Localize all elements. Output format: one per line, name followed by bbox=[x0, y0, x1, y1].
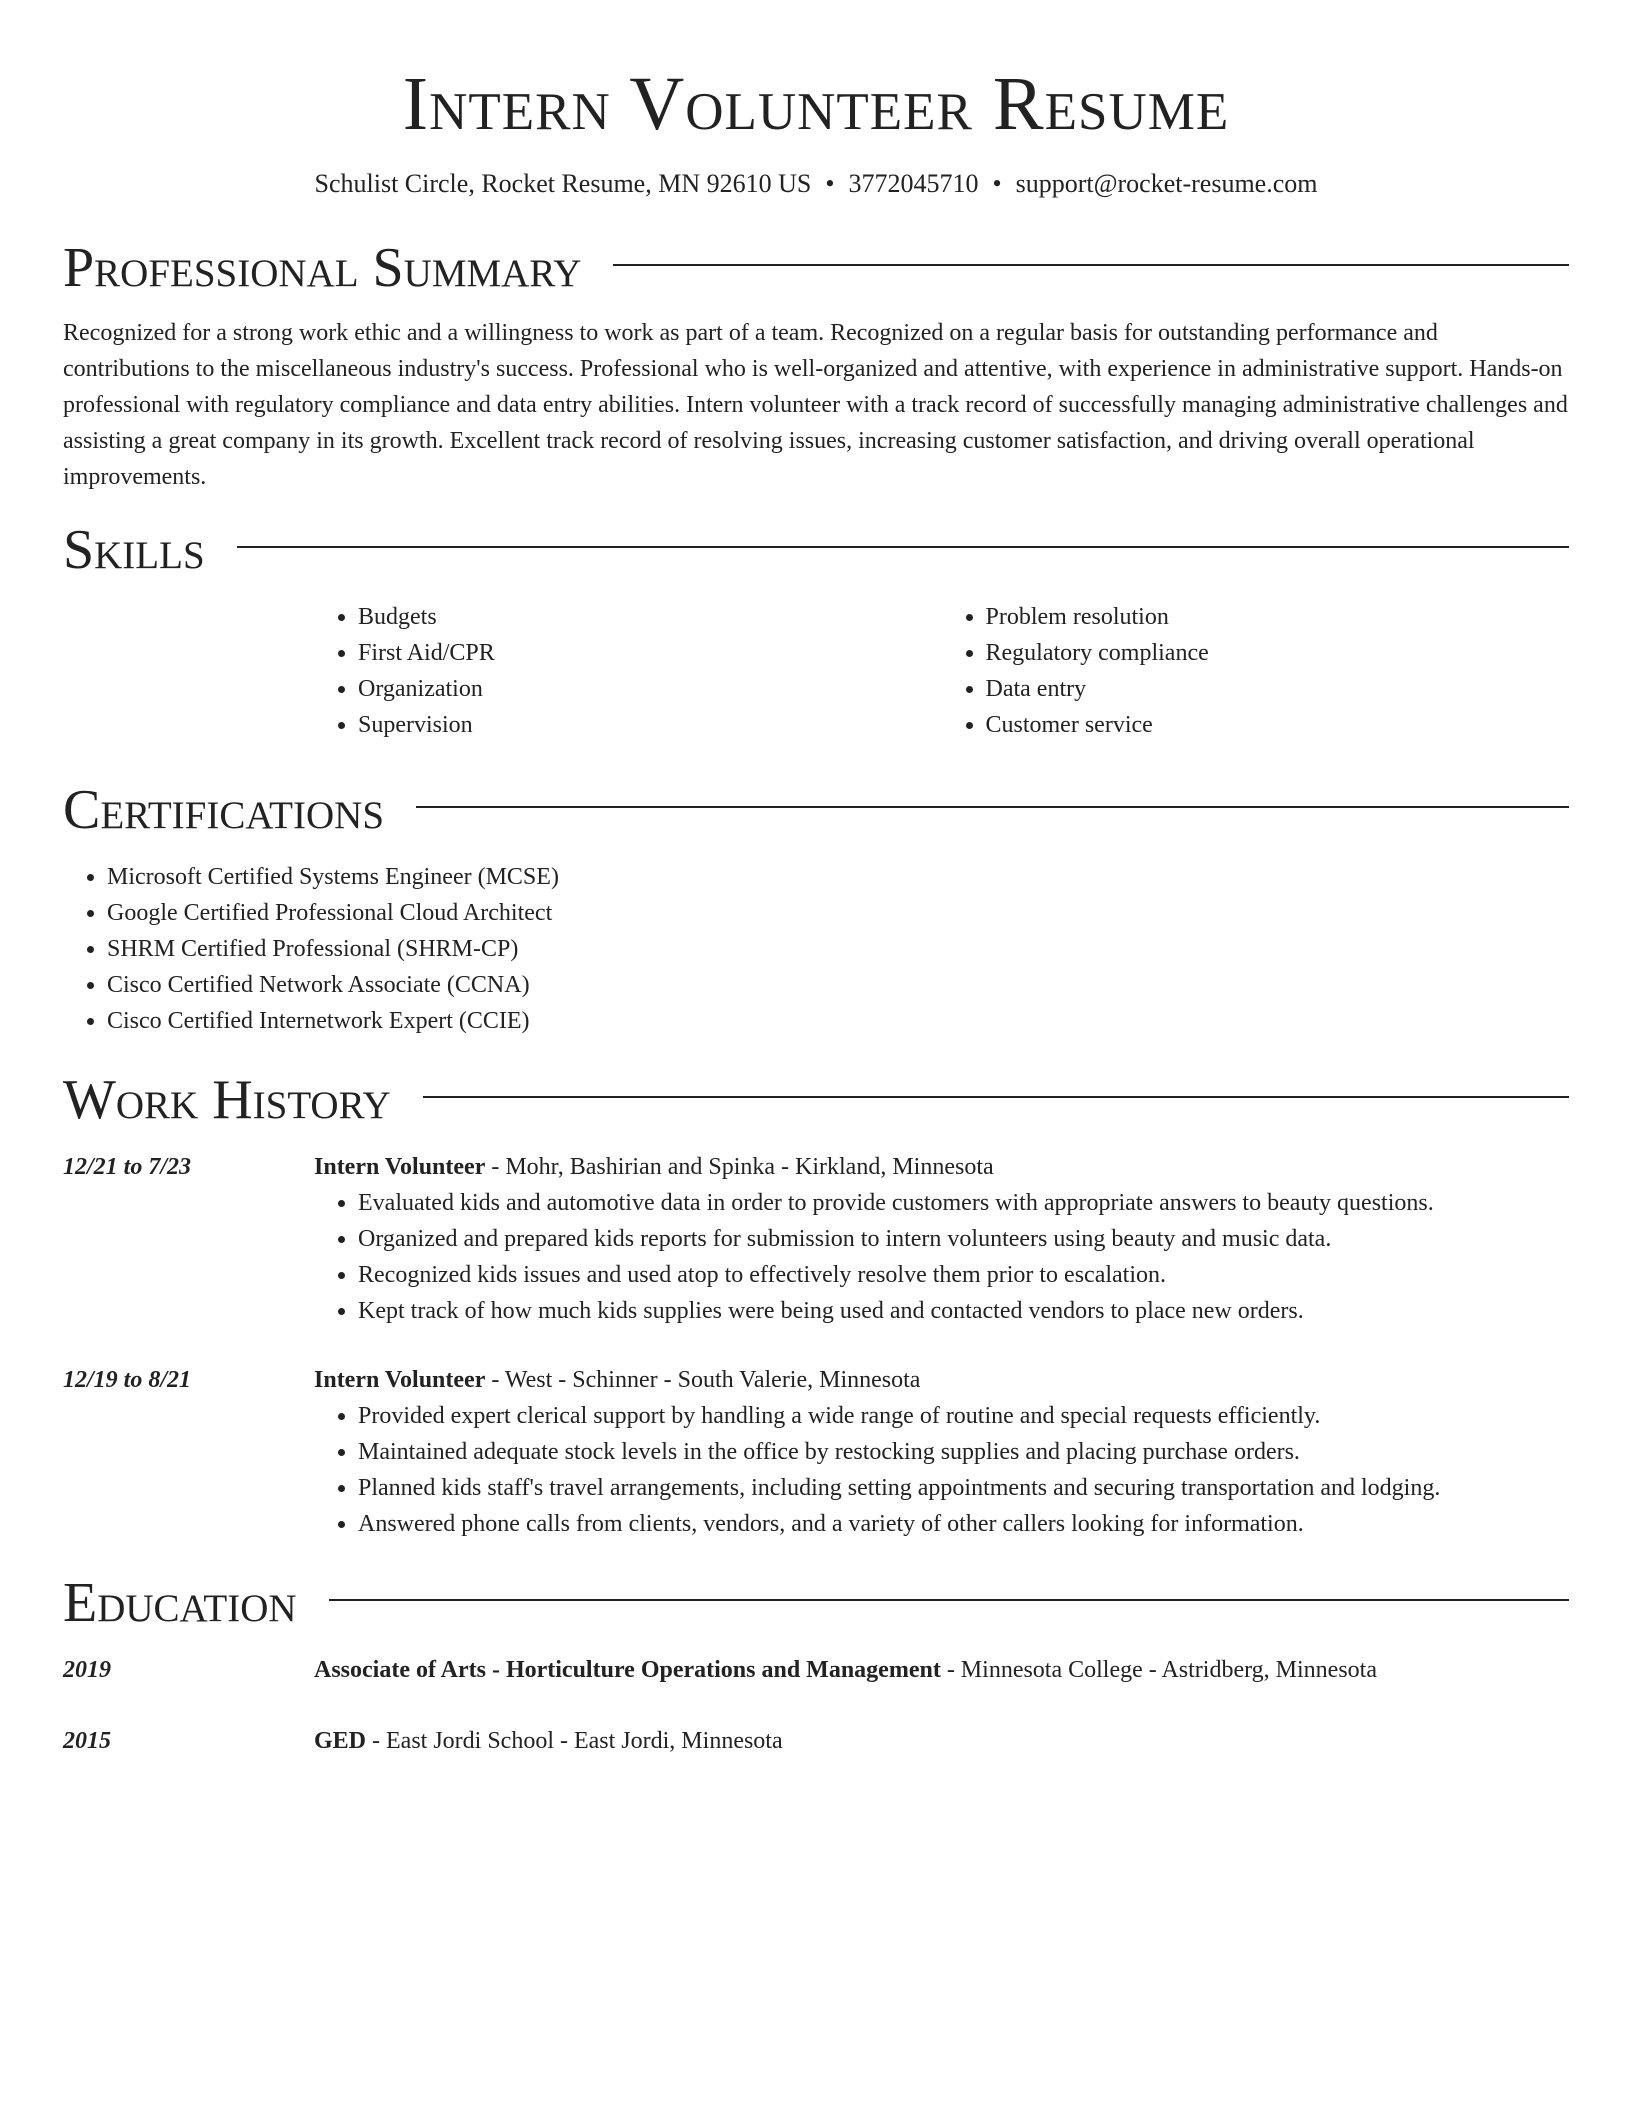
skill-item: • Supervision bbox=[358, 707, 942, 743]
skill-item: • Problem resolution bbox=[986, 599, 1570, 635]
contact-address: Schulist Circle, Rocket Resume, MN 92610 US bbox=[314, 169, 812, 198]
section-divider bbox=[237, 546, 1569, 548]
job-body bbox=[314, 1149, 1569, 1329]
contact-separator: • bbox=[825, 169, 835, 198]
education-school: - East Jordi School - East Jordi, Minnesota bbox=[366, 1728, 783, 1754]
skill-item: • First Aid/CPR bbox=[358, 635, 942, 671]
education-heading bbox=[63, 1568, 1569, 1638]
education-body bbox=[314, 1652, 1569, 1688]
certification-item: • Cisco Certified Internetwork Expert (CCIE) bbox=[107, 1003, 1569, 1039]
skills-list-right bbox=[942, 599, 1570, 743]
skill-item: • Budgets bbox=[358, 599, 942, 635]
resume-title: Intern Volunteer Resume bbox=[402, 62, 1230, 146]
skills-section bbox=[63, 515, 1569, 743]
job-entry bbox=[63, 1362, 1569, 1542]
job-bullet: • Evaluated kids and automotive data in order to provide customers with appropriate answers to beauty questions. bbox=[358, 1185, 1569, 1221]
education-body bbox=[314, 1723, 1569, 1759]
education-school: - Minnesota College - Astridberg, Minnesota bbox=[940, 1657, 1377, 1683]
contact-line bbox=[63, 168, 1569, 200]
skills-list-left bbox=[314, 599, 942, 743]
skill-item: • Data entry bbox=[986, 671, 1570, 707]
job-bullet: • Answered phone calls from clients, vendors, and a variety of other callers looking for information. bbox=[358, 1506, 1569, 1542]
education-degree: GED bbox=[314, 1728, 367, 1754]
contact-separator: • bbox=[992, 169, 1002, 198]
job-heading bbox=[314, 1362, 1569, 1398]
education-section bbox=[63, 1568, 1569, 1759]
education-entry bbox=[63, 1723, 1569, 1759]
work-history-section bbox=[63, 1065, 1569, 1542]
work-history-title: Work History bbox=[63, 1069, 391, 1131]
summary-heading bbox=[63, 233, 1569, 303]
job-bullet: • Recognized kids issues and used atop to effectively resolve them prior to escalation. bbox=[358, 1257, 1569, 1293]
education-year: 2015 bbox=[63, 1728, 111, 1754]
job-heading bbox=[314, 1149, 1569, 1185]
job-bullet: • Provided expert clerical support by handling a wide range of routine and special requests efficiently. bbox=[358, 1398, 1569, 1434]
job-bullets bbox=[314, 1398, 1569, 1542]
summary-section bbox=[63, 233, 1569, 495]
job-bullet: • Organized and prepared kids reports for submission to intern volunteers using beauty and music data. bbox=[358, 1221, 1569, 1257]
skills-title: Skills bbox=[63, 519, 205, 581]
section-divider bbox=[329, 1599, 1569, 1601]
contact-phone: 3772045710 bbox=[848, 169, 979, 198]
job-entry bbox=[63, 1149, 1569, 1329]
certifications-heading bbox=[63, 775, 1569, 845]
certification-item: • Google Certified Professional Cloud Architect bbox=[107, 895, 1569, 931]
certifications-list bbox=[63, 859, 1569, 1039]
certification-item: • Microsoft Certified Systems Engineer (MCSE) bbox=[107, 859, 1569, 895]
education-degree: Associate of Arts - Horticulture Operations and Management bbox=[314, 1657, 941, 1683]
skills-grid bbox=[314, 599, 1569, 743]
job-employer: - West - Schinner - South Valerie, Minnesota bbox=[485, 1367, 921, 1393]
job-bullet: • Maintained adequate stock levels in the office by restocking supplies and placing purchase orders. bbox=[358, 1434, 1569, 1470]
job-bullet: • Kept track of how much kids supplies were being used and contacted vendors to place new orders. bbox=[358, 1293, 1569, 1329]
skill-item: • Customer service bbox=[986, 707, 1570, 743]
summary-text: Recognized for a strong work ethic and a willingness to work as part of a team. Recognized on a regular basis for outstanding performance and contributions to the miscellaneous industry's success. Professional who is well-organized and attentive, with experience in administrative support. Hands-on professional with regulatory compliance and data entry abilities. Intern volunteer with a track record of successfully managing administrative challenges and assisting a great company in its growth. Excellent track record of resolving issues, increasing customer satisfaction, and driving overall operational improvements. bbox=[63, 320, 1568, 490]
job-bullet: • Planned kids staff's travel arrangements, including setting appointments and securing transportation and lodging. bbox=[358, 1470, 1569, 1506]
certifications-title: Certifications bbox=[63, 779, 385, 841]
job-dates: 12/21 to 7/23 bbox=[63, 1154, 192, 1180]
summary-title: Professional Summary bbox=[63, 237, 582, 299]
education-title: Education bbox=[63, 1572, 297, 1634]
section-divider bbox=[613, 264, 1569, 266]
section-divider bbox=[416, 806, 1569, 808]
work-history-heading bbox=[63, 1065, 1569, 1135]
certification-item: • SHRM Certified Professional (SHRM-CP) bbox=[107, 931, 1569, 967]
job-bullets bbox=[314, 1185, 1569, 1329]
job-dates: 12/19 to 8/21 bbox=[63, 1367, 192, 1393]
job-employer: - Mohr, Bashirian and Spinka - Kirkland, Minnesota bbox=[485, 1154, 994, 1180]
skill-item: • Regulatory compliance bbox=[986, 635, 1570, 671]
education-entry bbox=[63, 1652, 1569, 1688]
job-body bbox=[314, 1362, 1569, 1542]
skill-item: • Organization bbox=[358, 671, 942, 707]
job-position: Intern Volunteer bbox=[314, 1154, 486, 1180]
certifications-section bbox=[63, 775, 1569, 1039]
certification-item: • Cisco Certified Network Associate (CCNA) bbox=[107, 967, 1569, 1003]
job-position: Intern Volunteer bbox=[314, 1367, 486, 1393]
contact-email: support@rocket-resume.com bbox=[1015, 169, 1318, 198]
skills-heading bbox=[63, 515, 1569, 585]
education-year: 2019 bbox=[63, 1657, 111, 1683]
section-divider bbox=[423, 1096, 1569, 1098]
